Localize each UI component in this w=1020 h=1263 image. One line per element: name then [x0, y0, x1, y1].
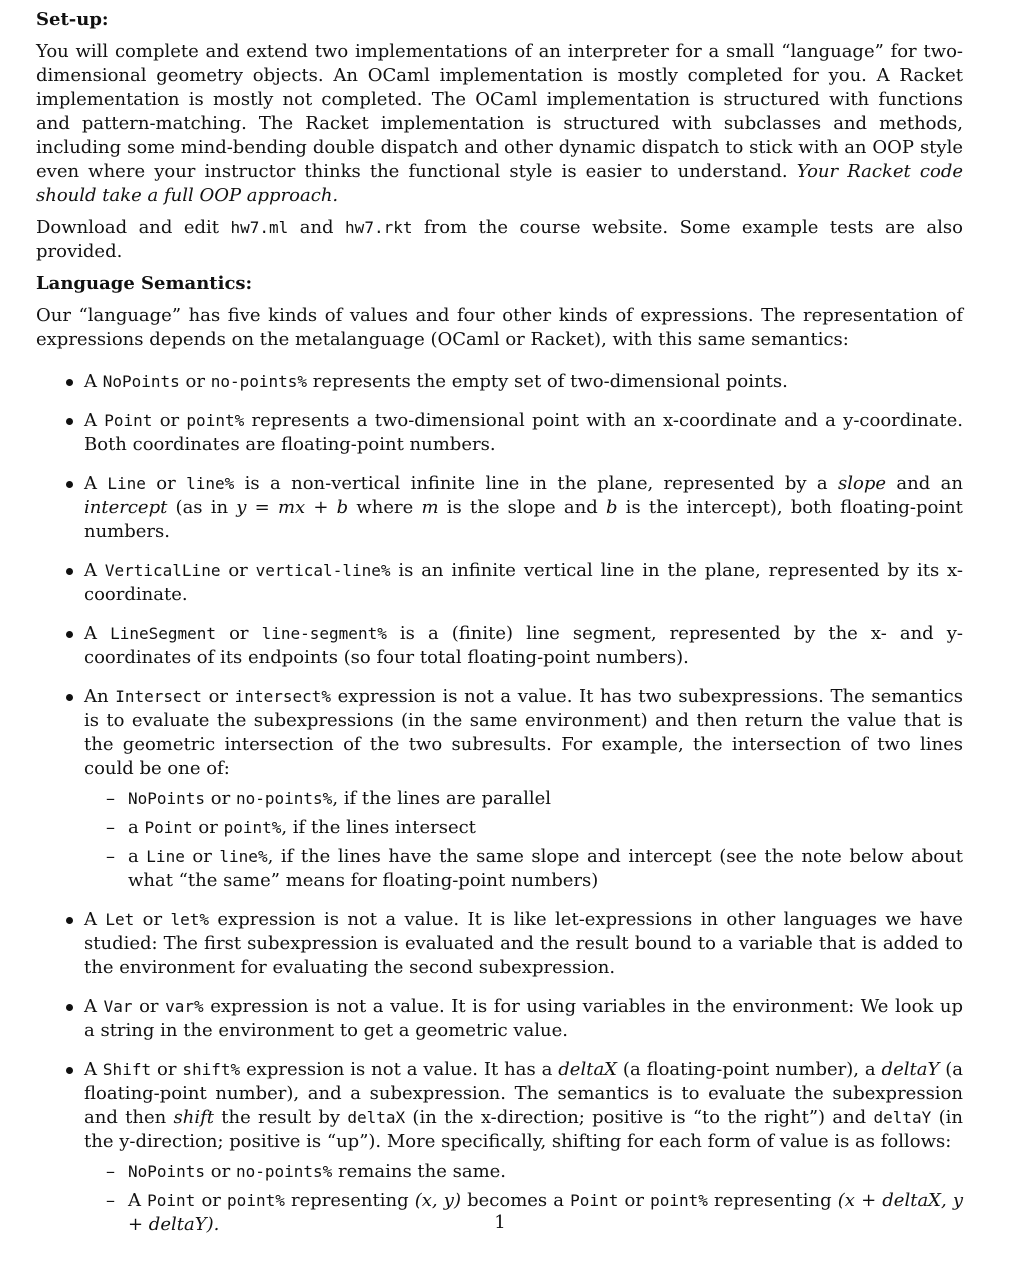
shift-case-nopoints: – NoPoints or no-points% remains the same.: [84, 1160, 963, 1184]
setup-paragraph: You will complete and extend two implementations of an interpreter for a small “language” for two-dimensional geometry objects. An OCaml implementation is mostly completed for you. A Racket implementation is mostly not completed. The OCaml implementation is structured with functions and pattern-matching. The Racket implementation is structured with subclasses and methods, including some mind-bending double dispatch and other dynamic dispatch to stick with an OOP style even where your instructor thinks the functional style is easier to understand. Your Racket code should take a full OOP approach.: [36, 41, 963, 206]
intersect-case-parallel: – NoPoints or no-points%, if the lines are parallel: [84, 787, 963, 811]
setup-heading: Set-up:: [36, 9, 109, 30]
oop-approach-note: Your Racket code should take a full OOP approach.: [36, 161, 963, 206]
intersect-cases: [84, 787, 963, 893]
list-item-point: A Point or point% represents a two-dimensional point with an x-coordinate and a y-coordinate. Both coordinates are floating-point numbers.: [36, 409, 963, 457]
page-number: 1: [494, 1212, 506, 1233]
semantics-heading: Language Semantics:: [36, 273, 253, 294]
line-equation: y = mx + b: [236, 497, 349, 518]
shift-case-point: – A Point or point% representing (x, y) becomes a Point or point% representing (x + deltaX, y + deltaY).: [84, 1189, 963, 1237]
list-item-nopoints: A NoPoints or no-points% represents the empty set of two-dimensional points.: [36, 370, 963, 394]
list-item-line: A Line or line% is a non-vertical infinite line in the plane, represented by a slope and an intercept (as in y = mx + b where m is the slope and b is the intercept), both floating-point numbers.: [36, 472, 963, 544]
document-page: [36, 8, 963, 1252]
file-hw7-ml: hw7.ml: [230, 218, 289, 237]
list-item-vertical-line: A VerticalLine or vertical-line% is an infinite vertical line in the plane, represented by its x-coordinate.: [36, 559, 963, 607]
intersect-case-point: – a Point or point%, if the lines intersect: [84, 816, 963, 840]
file-hw7-rkt: hw7.rkt: [345, 218, 413, 237]
list-item-line-segment: A LineSegment or line-segment% is a (finite) line segment, represented by the x- and y-coordinates of its endpoints (so four total floating-point numbers).: [36, 622, 963, 670]
semantics-list: [36, 370, 963, 1237]
semantics-intro: Our “language” has five kinds of values and four other kinds of expressions. The representation of expressions depends on the metalanguage (OCaml or Racket), with this same semantics:: [36, 305, 963, 350]
list-item-intersect: An Intersect or intersect% expression is not a value. It has two subexpressions. The semantics is to evaluate the subexpressions (in the same environment) and then return the value that is the geometric intersection of the two subresults. For example, the intersection of two lines could be one of: – NoPoints or no-points%, if the lines are parallel – a Point or point%, if the lines intersect – a Line or line%, if the lines have the same slope and intercept (see the note below about what “the same” means for floating-point numbers): [36, 685, 963, 893]
list-item-var: A Var or var% expression is not a value. It is for using variables in the environment: We look up a string in the environment to get a geometric value.: [36, 995, 963, 1043]
list-item-let: A Let or let% expression is not a value. It is like let-expressions in other languages we have studied: The first subexpression is evaluated and the result bound to a variable that is added to the environment for evaluating the second subexpression.: [36, 908, 963, 980]
download-paragraph: Download and edit hw7.ml and hw7.rkt from the course website. Some example tests are also provided.: [36, 217, 963, 262]
intersect-case-same-line: – a Line or line%, if the lines have the same slope and intercept (see the note below about what “the same” means for floating-point numbers): [84, 845, 963, 893]
list-item-shift: A Shift or shift% expression is not a value. It has a deltaX (a floating-point number), a deltaY (a floating-point number), and a subexpression. The semantics is to evaluate the subexpression and then shift the result by deltaX (in the x-direction; positive is “to the right”) and deltaY (in the y-direction; positive is “up”). More specifically, shifting for each form of value is as follows: – NoPoints or no-points% remains the same. – A Point or point% representing (x, y) becomes a Point or point% representing (x + deltaX, y + deltaY).: [36, 1058, 963, 1237]
